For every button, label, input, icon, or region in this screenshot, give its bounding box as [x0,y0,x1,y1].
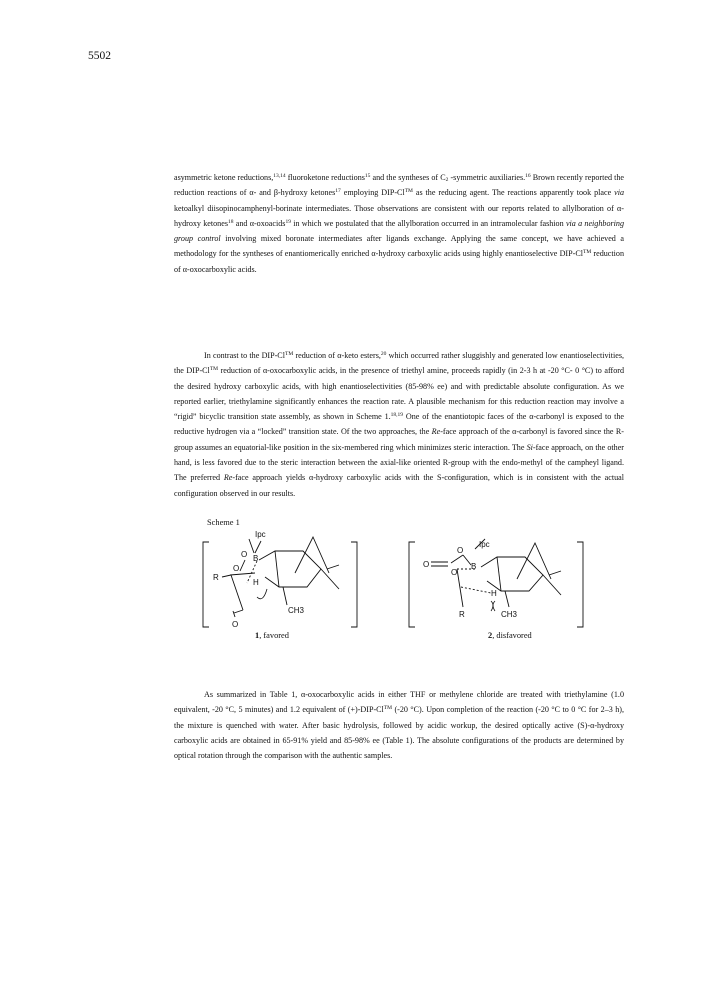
text-run: 17 [335,188,341,195]
text-run: via a neighboring group control [174,218,624,244]
r-group-label-2: R [459,610,465,619]
hydride-label-1: H [253,578,259,587]
caption-structure-1 [255,631,289,640]
caption-2-text: , disfavored [492,631,532,640]
text-run: TM [383,705,393,712]
text-run: asymmetric ketone reductions, [174,173,274,182]
page-number: 5502 [88,50,111,62]
text-run: Brown recently reported the reduction reactions of α- and β-hydroxy ketones [174,173,624,198]
text-run: and α-oxoacids [233,218,286,228]
carbonyl-oxygen-label-1: O [232,620,239,629]
text-run: reduction of α-oxocarboxylic acids, in the presence of triethyl amine, proceeds rapidly (in 2-3 h at -20 °C- 0 °C) to afford the desired hydroxy carboxylic acids, with high enantioselectivities (85-98% ee) and with predictable absolute configuration. As we reported earlier, triethylamine significantly enhances the reaction rate. A plausible mechanism for this reduction reaction may involve a “rigid” bicyclic transition state assembly, as shown in Scheme 1. [174,366,625,422]
text-run: as the reducing agent. The reactions apparently took place [412,188,615,198]
oxygen-label-1a: O [241,550,248,559]
text-run: -face approach, on the other hand, is less favored due to the steric interaction between the axial-like oriented R-group with the endo-methyl of the campheyl ligand. The preferred [174,442,625,483]
ipc-label-1: Ipc [255,530,266,539]
carbonyl-oxygen-label-2: O [423,560,430,569]
text-run: 2 [445,177,449,183]
text-run: Re [431,427,441,437]
methyl-label-1: CH3 [288,606,305,615]
caption-1-number: 1 [255,631,260,640]
text-run: 15 [364,173,371,179]
text-run: One of the enantiotopic faces of the α-carbonyl is exposed to the reductive hydrogen via a “locked” transition state. Of the two approaches, the [174,412,624,437]
bracket-left-1 [203,542,209,627]
text-run: 20 [380,351,387,357]
text-run: and the syntheses of C [370,173,446,182]
bracket-left-2 [409,542,415,627]
oxygen-label-2b: O [451,568,458,577]
text-run: 19 [285,218,291,225]
boron-label-1: B [253,554,259,563]
text-run: in which we postulated that the allylboration occurred in an intramolecular fashion [290,218,566,228]
oxygen-label-2a: O [457,546,464,555]
bracket-right-2 [577,542,583,627]
text-run: reduction of α-oxocarboxylic acids. [174,249,624,274]
text-run: TM [209,366,219,373]
caption-1-text: , favored [259,631,289,640]
oxygen-label-1b: O [233,564,240,573]
text-run: reduction of α-keto esters, [293,351,381,360]
text-run: Si [526,442,533,452]
text-run: -face approach of the α-carbonyl is favored since the R-group assumes an equatorial-like position in the six-membered ring which minimizes steric interaction. The [174,427,624,452]
text-run: As summarized in Table 1, α-oxocarboxylic acids in either THF or methylene chloride are treated with triethylamine (1.0 equivalent, -20 °C, 5 minutes) and 1.2 equivalent of (+)-DIP-Cl [174,690,624,715]
hydride-label-2: H [491,589,497,598]
r-group-label-1: R [213,573,219,582]
text-run: via [614,188,624,198]
text-run: -face approach yields α-hydroxy carboxylic acids with the S-configuration, which is in consistent with the actual configuration observed in our results. [174,473,624,498]
paragraph-1 [174,170,624,277]
text-run: employing DIP-Cl [340,188,405,198]
text-run: TM [582,249,592,256]
text-run: 18 [227,218,234,225]
text-run: involving mixed boronate intermediates after ligands exchange. Applying the same concept, we have achieved a methodology for the syntheses of enantiomerically enriched α-hydroxy carboxylic acids using highly enantioselective DIP-Cl [174,234,625,259]
text-run: In contrast to the DIP-Cl [204,351,285,360]
text-run: TM [404,188,413,195]
caption-2-number: 2 [488,631,493,640]
bracket-right-1 [351,542,357,627]
text-run: 16 [525,173,531,179]
text-run: ketoalkyl diisopinocamphenyl-borinate intermediates. Those observations are consistent with our reports related to allylboration of α-hydroxy ketones [174,203,624,228]
paragraph-2 [174,348,624,501]
scheme-label: Scheme 1 [207,518,240,527]
methyl-label-2: CH3 [501,610,518,619]
paragraph-3 [174,687,624,763]
text-run: fluoroketone reductions [285,173,365,182]
text-run: 13,14 [273,173,286,179]
text-run: which occurred rather sluggishly and generated low enantioselectivities, the DIP-Cl [174,351,624,376]
text-run: Re [223,473,233,483]
text-run: -symmetric auxiliaries. [448,173,526,182]
text-run: TM [284,351,294,357]
boron-label-2: B [471,562,477,571]
ipc-label-2: Ipc [479,540,490,549]
text-run: 18,19 [390,412,404,419]
caption-structure-2 [488,631,532,640]
text-run: (-20 °C). Upon completion of the reaction (-20 °C to 0 °C for 2–3 h), the mixture is quenched with water. After basic hydrolysis, followed by acidic workup, the desired optically active (S)-α-hydroxy carboxylic acids are obtained in 65-91% yield and 85-98% ee (Table 1). The absolute configurations of the products are determined by optical rotation through the comparison with the authentic samples. [174,705,624,761]
